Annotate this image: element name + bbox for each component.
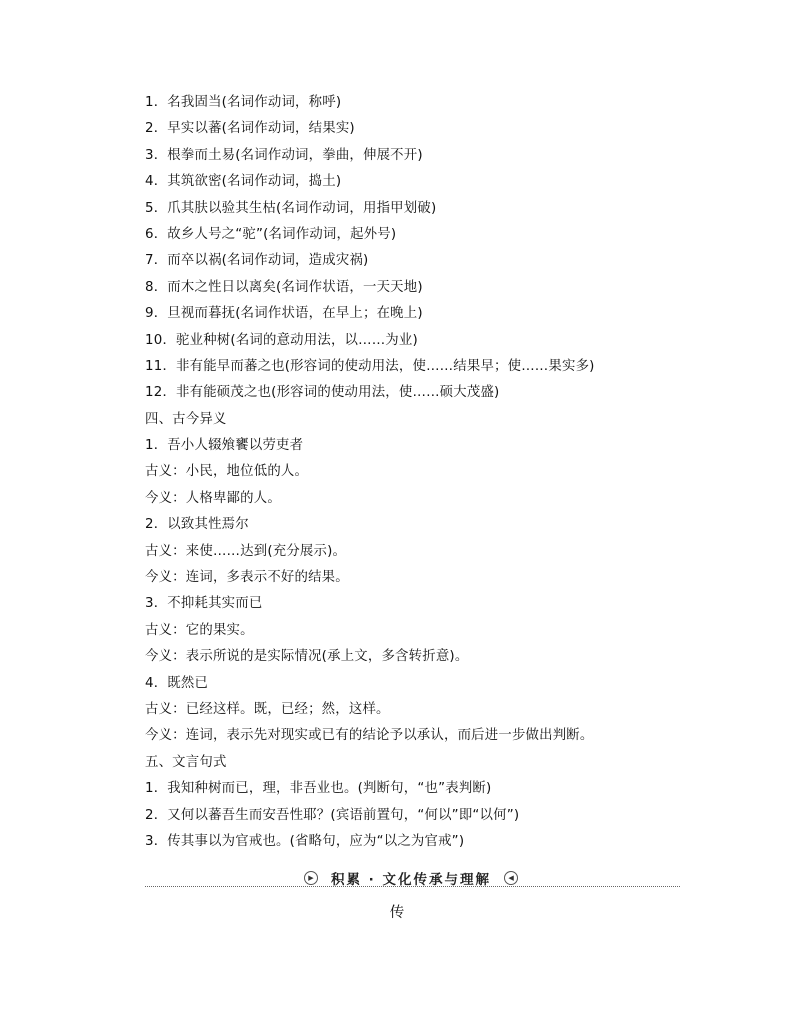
play-left-icon: ◀ xyxy=(504,871,518,885)
text-line: 1．吾小人辍飧饔以劳吏者 xyxy=(145,438,304,454)
play-right-icon: ▶ xyxy=(304,871,318,885)
text-line: 8．而木之性日以离矣(名词作状语，一天天地) xyxy=(145,279,423,295)
text-line: 4．既然已 xyxy=(145,675,209,691)
text-line: 2．又何以蕃吾生而安吾性耶？(宾语前置句，“何以”即“以何”) xyxy=(145,807,520,823)
document-body xyxy=(145,90,705,855)
text-line: 今义：人格卑鄙的人。 xyxy=(145,490,281,506)
section-heading: 五、文言句式 xyxy=(145,754,227,770)
text-line: 1．名我固当(名词作动词，称呼) xyxy=(145,95,342,110)
text-line: 1．我知种树而已，理，非吾业也。(判断句，“也”表判断) xyxy=(145,781,492,797)
text-line: 4．其筑欲密(名词作动词，捣土) xyxy=(145,174,342,190)
text-line: 9．旦视而暮抚(名词作状语，在早上；在晚上) xyxy=(145,306,423,322)
banner-title: 积累 · 文化传承与理解 xyxy=(330,871,492,888)
text-line: 6．故乡人号之“驼”(名词作动词，起外号) xyxy=(145,226,397,242)
text-line: 古义：小民，地位低的人。 xyxy=(145,464,309,480)
text-line: 3．不抑耗其实而已 xyxy=(145,596,263,612)
text-line: 3．传其事以为官戒也。(省略句，应为“以之为官戒”) xyxy=(145,833,465,849)
text-line: 7．而卒以祸(名词作动词，造成灾祸) xyxy=(145,253,369,269)
footer-character: 传 xyxy=(389,905,405,921)
text-line: 今义：表示所说的是实际情况(承上文，多含转折意)。 xyxy=(145,649,469,665)
section-heading: 四、古今异义 xyxy=(145,411,227,427)
text-line: 古义：来使……达到(充分展示)。 xyxy=(145,543,347,559)
text-line: 10．驼业种树(名词的意动用法，以……为业) xyxy=(145,332,418,348)
text-line: 5．爪其肤以验其生枯(名词作动词，用指甲划破) xyxy=(145,200,437,216)
text-line: 今义：连词，表示先对现实或已有的结论予以承认，而后进一步做出判断。 xyxy=(145,728,594,744)
text-line: 11．非有能早而蕃之也(形容词的使动用法，使……结果早；使……果实多) xyxy=(145,358,595,374)
text-line: 古义：它的果实。 xyxy=(145,622,254,638)
text-line: 今义：连词，多表示不好的结果。 xyxy=(145,570,349,586)
text-line: 12．非有能硕茂之也(形容词的使动用法，使……硕大茂盛) xyxy=(145,385,500,401)
section-banner xyxy=(145,865,680,891)
banner-plate xyxy=(300,867,522,886)
text-line: 2．以致其性焉尔 xyxy=(145,517,249,533)
text-line: 2．早实以蕃(名词作动词，结果实) xyxy=(145,121,355,137)
text-line: 3．根拳而土易(名词作动词，拳曲，伸展不开) xyxy=(145,147,423,163)
text-line: 古义：已经这样。既，已经；然，这样。 xyxy=(145,701,390,717)
